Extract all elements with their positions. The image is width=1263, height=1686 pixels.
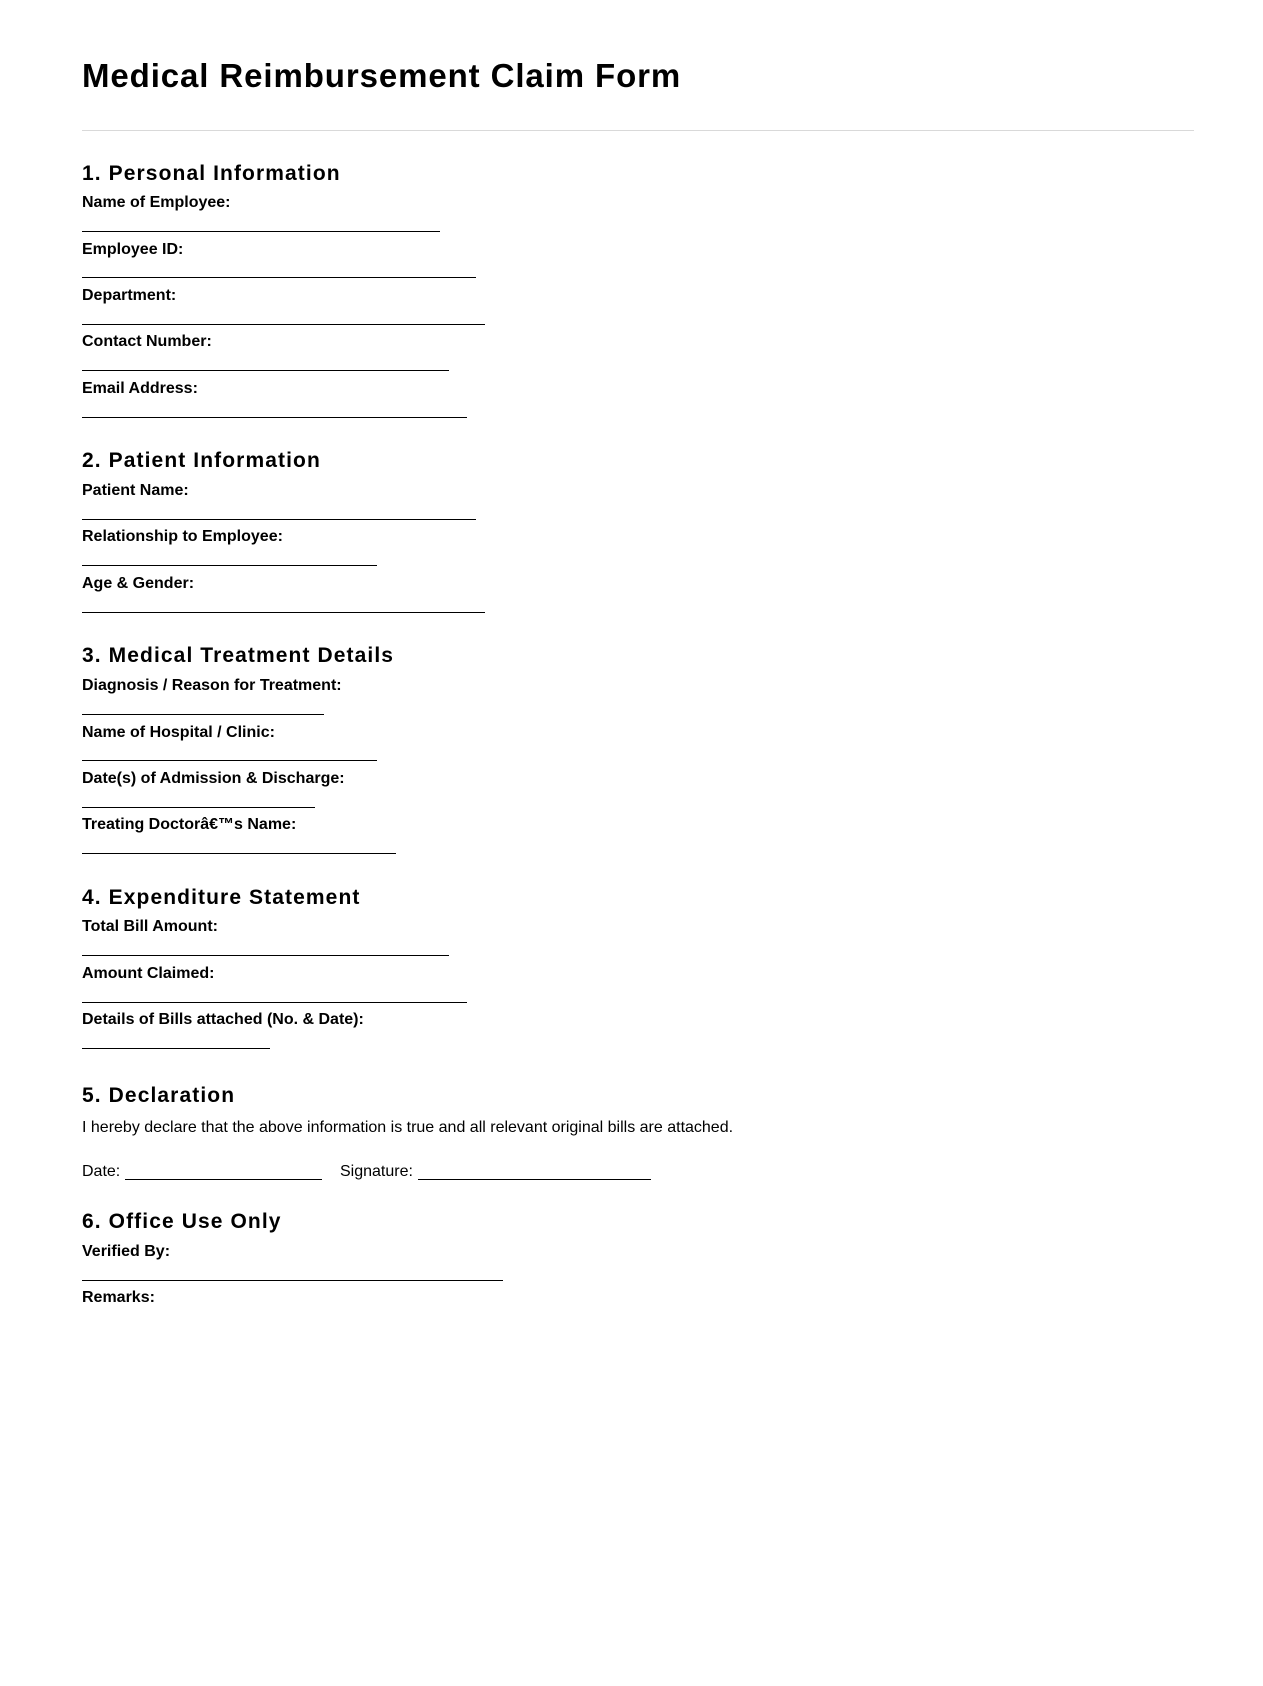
diagnosis-label: Diagnosis / Reason for Treatment: xyxy=(82,677,342,694)
title-divider xyxy=(82,130,1194,131)
signature-label: Signature: xyxy=(340,1163,413,1180)
doctor-name-field[interactable] xyxy=(82,853,396,854)
patient-name-label: Patient Name: xyxy=(82,482,189,499)
hospital-name-field[interactable] xyxy=(82,760,377,761)
hospital-name-label: Name of Hospital / Clinic: xyxy=(82,724,275,741)
relationship-label: Relationship to Employee: xyxy=(82,528,283,545)
section-personal-title: 1. Personal Information xyxy=(82,162,341,185)
verified-by-label: Verified By: xyxy=(82,1243,171,1260)
form-title: Medical Reimbursement Claim Form xyxy=(82,57,682,94)
patient-name-field[interactable] xyxy=(82,519,476,520)
contact-number-field[interactable] xyxy=(82,370,449,371)
email-address-field[interactable] xyxy=(82,417,467,418)
age-gender-label: Age & Gender: xyxy=(82,575,195,592)
relationship-field[interactable] xyxy=(82,565,377,566)
department-label: Department: xyxy=(82,287,177,304)
email-address-label: Email Address: xyxy=(82,380,198,397)
amount-claimed-field[interactable] xyxy=(82,1002,467,1003)
doctor-name-label: Treating Doctorâ€™s Name: xyxy=(82,816,297,833)
employee-id-label: Employee ID: xyxy=(82,241,184,258)
remarks-label: Remarks: xyxy=(82,1289,155,1306)
bill-details-label: Details of Bills attached (No. & Date): xyxy=(82,1011,364,1028)
section-patient-title: 2. Patient Information xyxy=(82,449,321,472)
total-bill-field[interactable] xyxy=(82,955,449,956)
amount-claimed-label: Amount Claimed: xyxy=(82,965,215,982)
employee-name-label: Name of Employee: xyxy=(82,194,231,211)
section-office-title: 6. Office Use Only xyxy=(82,1210,282,1233)
total-bill-label: Total Bill Amount: xyxy=(82,918,218,935)
section-expenditure-title: 4. Expenditure Statement xyxy=(82,886,361,909)
age-gender-field[interactable] xyxy=(82,612,485,613)
verified-by-field[interactable] xyxy=(82,1280,503,1281)
employee-name-field[interactable] xyxy=(82,231,440,232)
admission-dates-field[interactable] xyxy=(82,807,315,808)
section-treatment-title: 3. Medical Treatment Details xyxy=(82,644,395,667)
contact-number-label: Contact Number: xyxy=(82,333,212,350)
employee-id-field[interactable] xyxy=(82,277,476,278)
signature-field[interactable] xyxy=(418,1179,651,1180)
date-field[interactable] xyxy=(125,1179,322,1180)
section-declaration-title: 5. Declaration xyxy=(82,1084,236,1107)
admission-dates-label: Date(s) of Admission & Discharge: xyxy=(82,770,345,787)
bill-details-field[interactable] xyxy=(82,1048,270,1049)
declaration-text: I hereby declare that the above information is true and all relevant original bills are attached. xyxy=(82,1119,734,1136)
department-field[interactable] xyxy=(82,324,485,325)
diagnosis-field[interactable] xyxy=(82,714,324,715)
date-label: Date: xyxy=(82,1163,121,1180)
